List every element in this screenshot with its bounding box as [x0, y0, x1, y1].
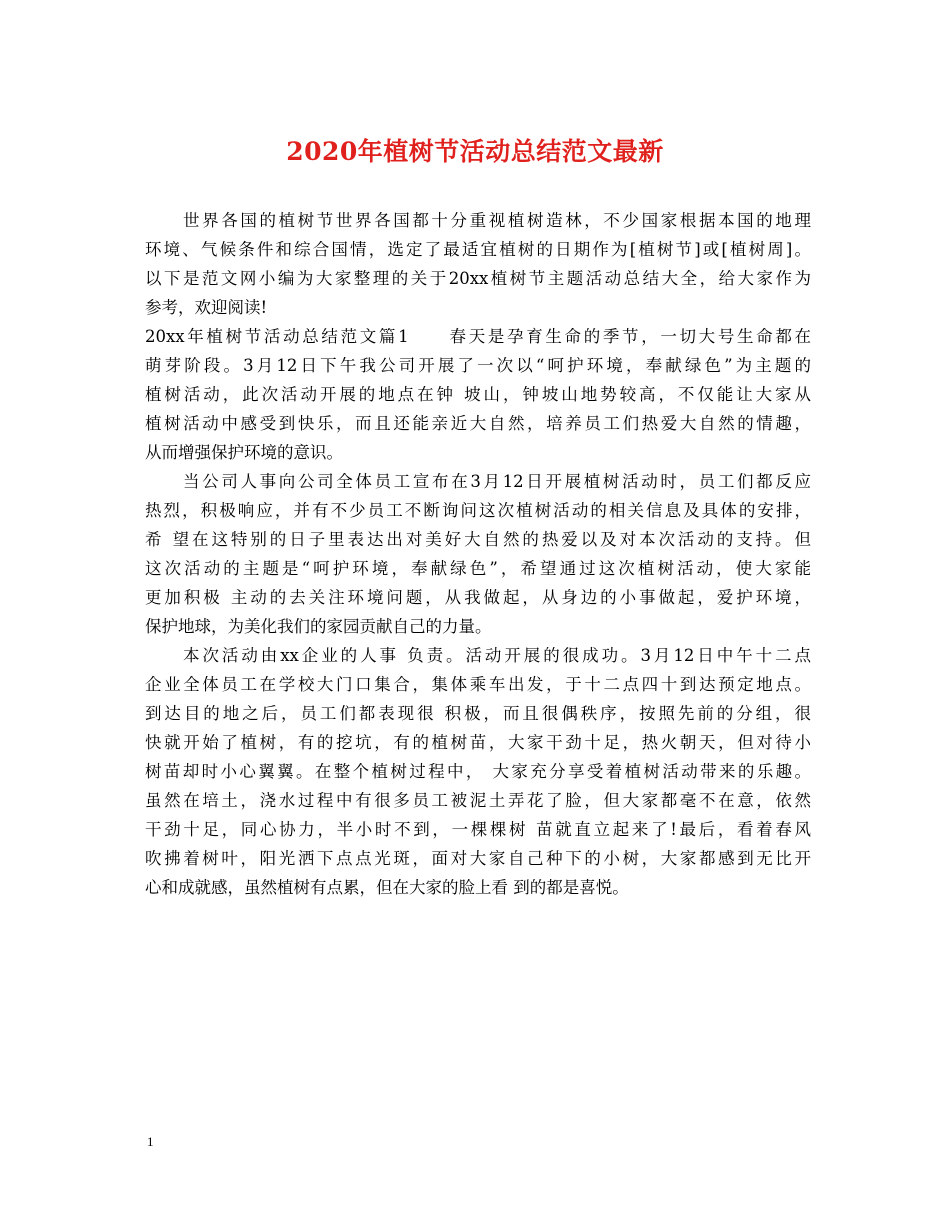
body-line: 这次活动的主题是“呵护环境，奉献绿色”，希望通过这次植树活动，使大家能	[145, 559, 811, 578]
body-line: 希 望在这特别的日子里表达出对美好大自然的热爱以及对本次活动的支持。但	[145, 530, 811, 549]
body-line: 20xx年植树节活动总结范文篇1 春天是孕育生命的季节，一切大号生命都在	[145, 327, 811, 346]
document-body	[145, 206, 811, 902]
page-number: 1	[147, 1134, 154, 1149]
body-line: 热烈，积极响应，并有不少员工不断询问这次植树活动的相关信息及具体的安排，	[145, 501, 811, 520]
body-line: 树苗却时小心翼翼。在整个植树过程中， 大家充分享受着植树活动带来的乐趣。	[145, 762, 811, 781]
body-line: 当公司人事向公司全体员工宣布在3月12日开展植树活动时，员工们都反应	[183, 472, 811, 491]
body-line: 以下是范文网小编为大家整理的关于20xx植树节主题活动总结大全，给大家作为	[145, 269, 811, 288]
body-line: 虽然在培土，浇水过程中有很多员工被泥土弄花了脸，但大家都毫不在意，依然	[145, 791, 811, 810]
body-line: 企业全体员工在学校大门口集合，集体乘车出发，于十二点四十到达预定地点。	[145, 675, 811, 694]
body-line: 本次活动由xx企业的人事 负责。活动开展的很成功。3月12日中午十二点	[183, 646, 811, 665]
body-line: 快就开始了植树，有的挖坑，有的植树苗，大家干劲十足，热火朝天，但对待小	[145, 733, 811, 752]
body-line: 萌芽阶段。3月12日下午我公司开展了一次以“呵护环境，奉献绿色”为主题的	[145, 356, 811, 375]
body-line: 世界各国的植树节世界各国都十分重视植树造林，不少国家根据本国的地理	[183, 211, 811, 230]
body-line: 吹拂着树叶，阳光洒下点点光斑，面对大家自己种下的小树，大家都感到无比开	[145, 849, 811, 868]
body-line: 植树活动，此次活动开展的地点在钟 坡山，钟坡山地势较高，不仅能让大家从	[145, 385, 811, 404]
body-line: 心和成就感，虽然植树有点累，但在大家的脸上看 到的都是喜悦。	[145, 878, 629, 897]
body-line: 保护地球，为美化我们的家园贡献自己的力量。	[145, 617, 492, 636]
body-line: 到达目的地之后，员工们都表现很 积极，而且很偶秩序，按照先前的分组，很	[145, 704, 811, 723]
document-title: 2020年植树节活动总结范文最新	[286, 137, 664, 166]
body-line: 参考，欢迎阅读!	[145, 298, 268, 317]
body-line: 植树活动中感受到快乐，而且还能亲近大自然，培养员工们热爱大自然的情趣，	[145, 414, 811, 433]
body-line: 更加积极 主动的去关注环境问题，从我做起，从身边的小事做起，爱护环境，	[145, 588, 811, 607]
body-line: 环境、气候条件和综合国情，选定了最适宜植树的日期作为[植树节]或[植树周]。	[145, 240, 811, 259]
body-line: 干劲十足，同心协力，半小时不到，一棵棵树 苗就直立起来了!最后，看着春风	[145, 820, 811, 839]
body-line: 从而增强保护环境的意识。	[145, 443, 343, 462]
